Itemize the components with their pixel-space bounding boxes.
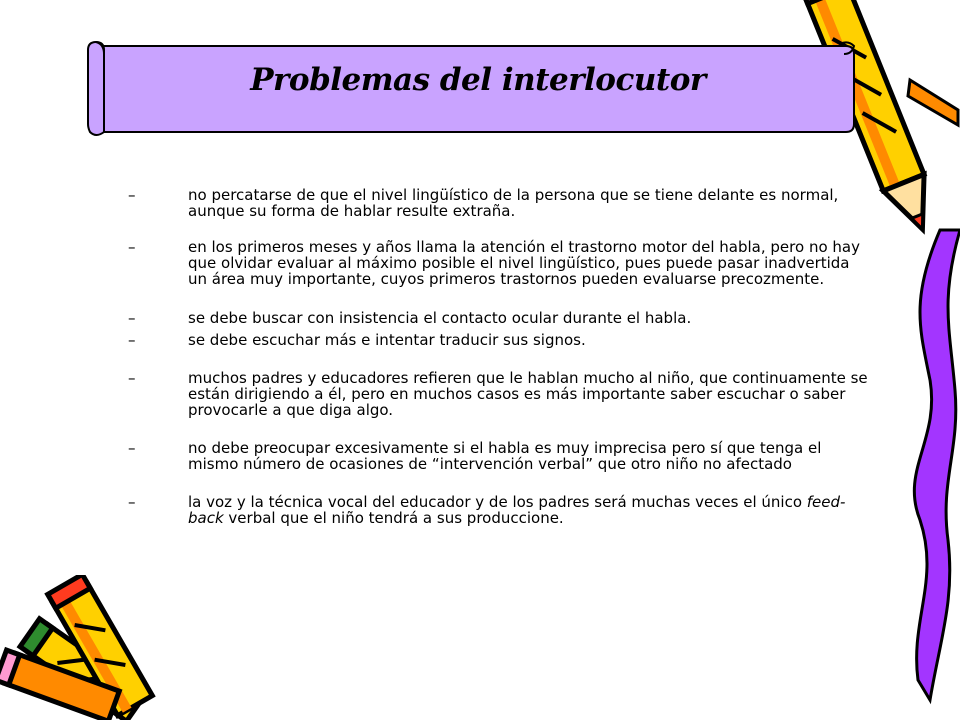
bullet-text: muchos padres y educadores refieren que le hablan mucho al niño, que continuamente se están dirigiendo a él, pero en muchos casos es más importante saber escuchar o saber provocarle a que diga algo. — [188, 369, 868, 419]
list-item — [128, 187, 868, 219]
feed-back-term: feed-back — [188, 493, 846, 527]
bullet-marker: – — [128, 439, 136, 457]
list-item — [128, 239, 868, 287]
bullet-marker: – — [128, 493, 136, 511]
bullet-text: no percatarse de que el nivel lingüístico de la persona que se tiene delante es normal, aunque su forma de hablar resulte extraña. — [188, 186, 839, 220]
list-item — [128, 332, 868, 348]
bullet-text — [188, 493, 845, 527]
bullet-list — [128, 187, 868, 526]
bullet-text-before: la voz y la técnica vocal del educador y de los padres será muchas veces el único — [188, 493, 807, 511]
list-item — [128, 440, 868, 472]
bullet-marker: – — [128, 186, 136, 204]
bullet-marker: – — [128, 309, 136, 327]
bullet-marker: – — [128, 369, 136, 387]
bullet-text: en los primeros meses y años llama la atención el trastorno motor del habla, pero no hay que olvidar evaluar al máximo posible el nivel lingüístico, pues puede pasar inadvertida un área muy importante, cuyos primeros trastornos pueden evaluarse precozmente. — [188, 238, 860, 288]
list-item — [128, 370, 868, 418]
page-title: Problemas del interlocutor — [250, 62, 706, 98]
bullet-text: se debe escuchar más e intentar traducir sus signos. — [188, 331, 586, 349]
bullet-marker: – — [128, 331, 136, 349]
bullet-marker: – — [128, 238, 136, 256]
list-item — [128, 310, 868, 326]
bullet-text-after: verbal que el niño tendrá a sus produccione. — [223, 509, 564, 527]
list-item — [128, 494, 868, 526]
bullet-text: se debe buscar con insistencia el contacto ocular durante el habla. — [188, 309, 692, 327]
purple-wave-border — [914, 230, 960, 700]
pencils-clipart-left — [0, 575, 180, 720]
bullet-text: no debe preocupar excesivamente si el habla es muy imprecisa pero sí que tenga el mismo número de ocasiones de “intervención verbal” que otro niño no afectado — [188, 439, 822, 473]
